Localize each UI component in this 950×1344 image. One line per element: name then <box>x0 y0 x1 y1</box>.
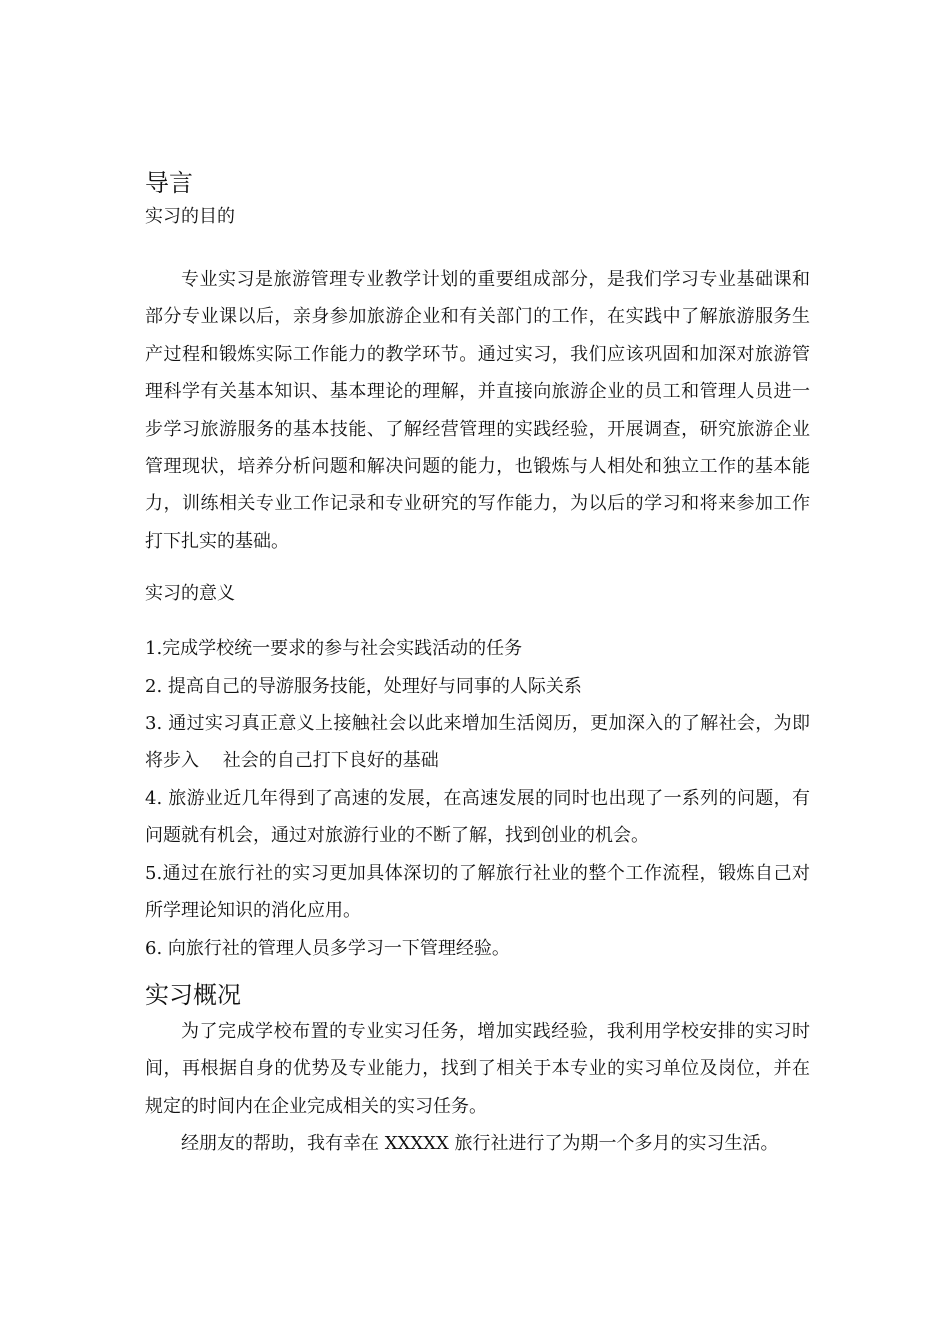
purpose-title: 实习的目的 <box>145 206 235 227</box>
purpose-paragraph: 专业实习是旅游管理专业教学计划的重要组成部分，是我们学习专业基础课和部分专业课以后，亲身参加旅游企业和有关部门的工作，在实践中了解旅游服务生产过程和锻炼实际工作能力的教学环节。通过实习，我们应该巩固和加深对旅游管理科学有关基本知识、基本理论的理解，并直接向旅游企业的员工和管理人员进一步学习旅游服务的基本技能、了解经营管理的实践经验，开展调查，研究旅游企业管理现状，培养分析问题和解决问题的能力，也锻炼与人相处和独立工作的基本能力，训练相关专业工作记录和专业研究的写作能力，为以后的学习和将来参加工作打下扎实的基础。 <box>145 269 810 552</box>
overview-heading: 实习概况 <box>145 980 241 1009</box>
meaning-item-5: 5.通过在旅行社的实习更加具体深切的了解旅行社业的整个工作流程，锻炼自己对所学理论知识的消化应用。 <box>145 862 810 922</box>
overview-paragraph-1: 为了完成学校布置的专业实习任务，增加实践经验，我利用学校安排的实习时间，再根据自身的优势及专业能力，找到了相关于本专业的实习单位及岗位，并在规定的时间内在企业完成相关的实习任务。 <box>145 1020 810 1117</box>
spacer <box>145 233 810 261</box>
meaning-item-2: 2. 提高自己的导游服务技能，处理好与同事的人际关系 <box>145 675 582 697</box>
intro-heading: 导言 <box>145 169 193 197</box>
meaning-item-3: 3. 通过实习真正意义上接触社会以此来增加生活阅历，更加深入的了解社会，为即将步入 社会的自己打下良好的基础 <box>145 713 810 772</box>
meaning-title: 实习的意义 <box>145 583 235 605</box>
meaning-item-1: 1.完成学校统一要求的参与社会实践活动的任务 <box>145 638 523 660</box>
document-content <box>145 165 810 1163</box>
spacer <box>145 610 810 630</box>
spacer <box>145 560 810 578</box>
overview-paragraph-2: 经朋友的帮助，我有幸在 XXXXX 旅行社进行了为期一个多月的实习生活。 <box>181 1133 779 1155</box>
meaning-item-4: 4. 旅游业近几年得到了高速的发展，在高速发展的同时也出现了一系列的问题，有问题就有机会，通过对旅游行业的不断了解，找到创业的机会。 <box>145 787 810 847</box>
meaning-item-6: 6. 向旅行社的管理人员多学习一下管理经验。 <box>145 937 510 959</box>
spacer <box>145 967 810 977</box>
